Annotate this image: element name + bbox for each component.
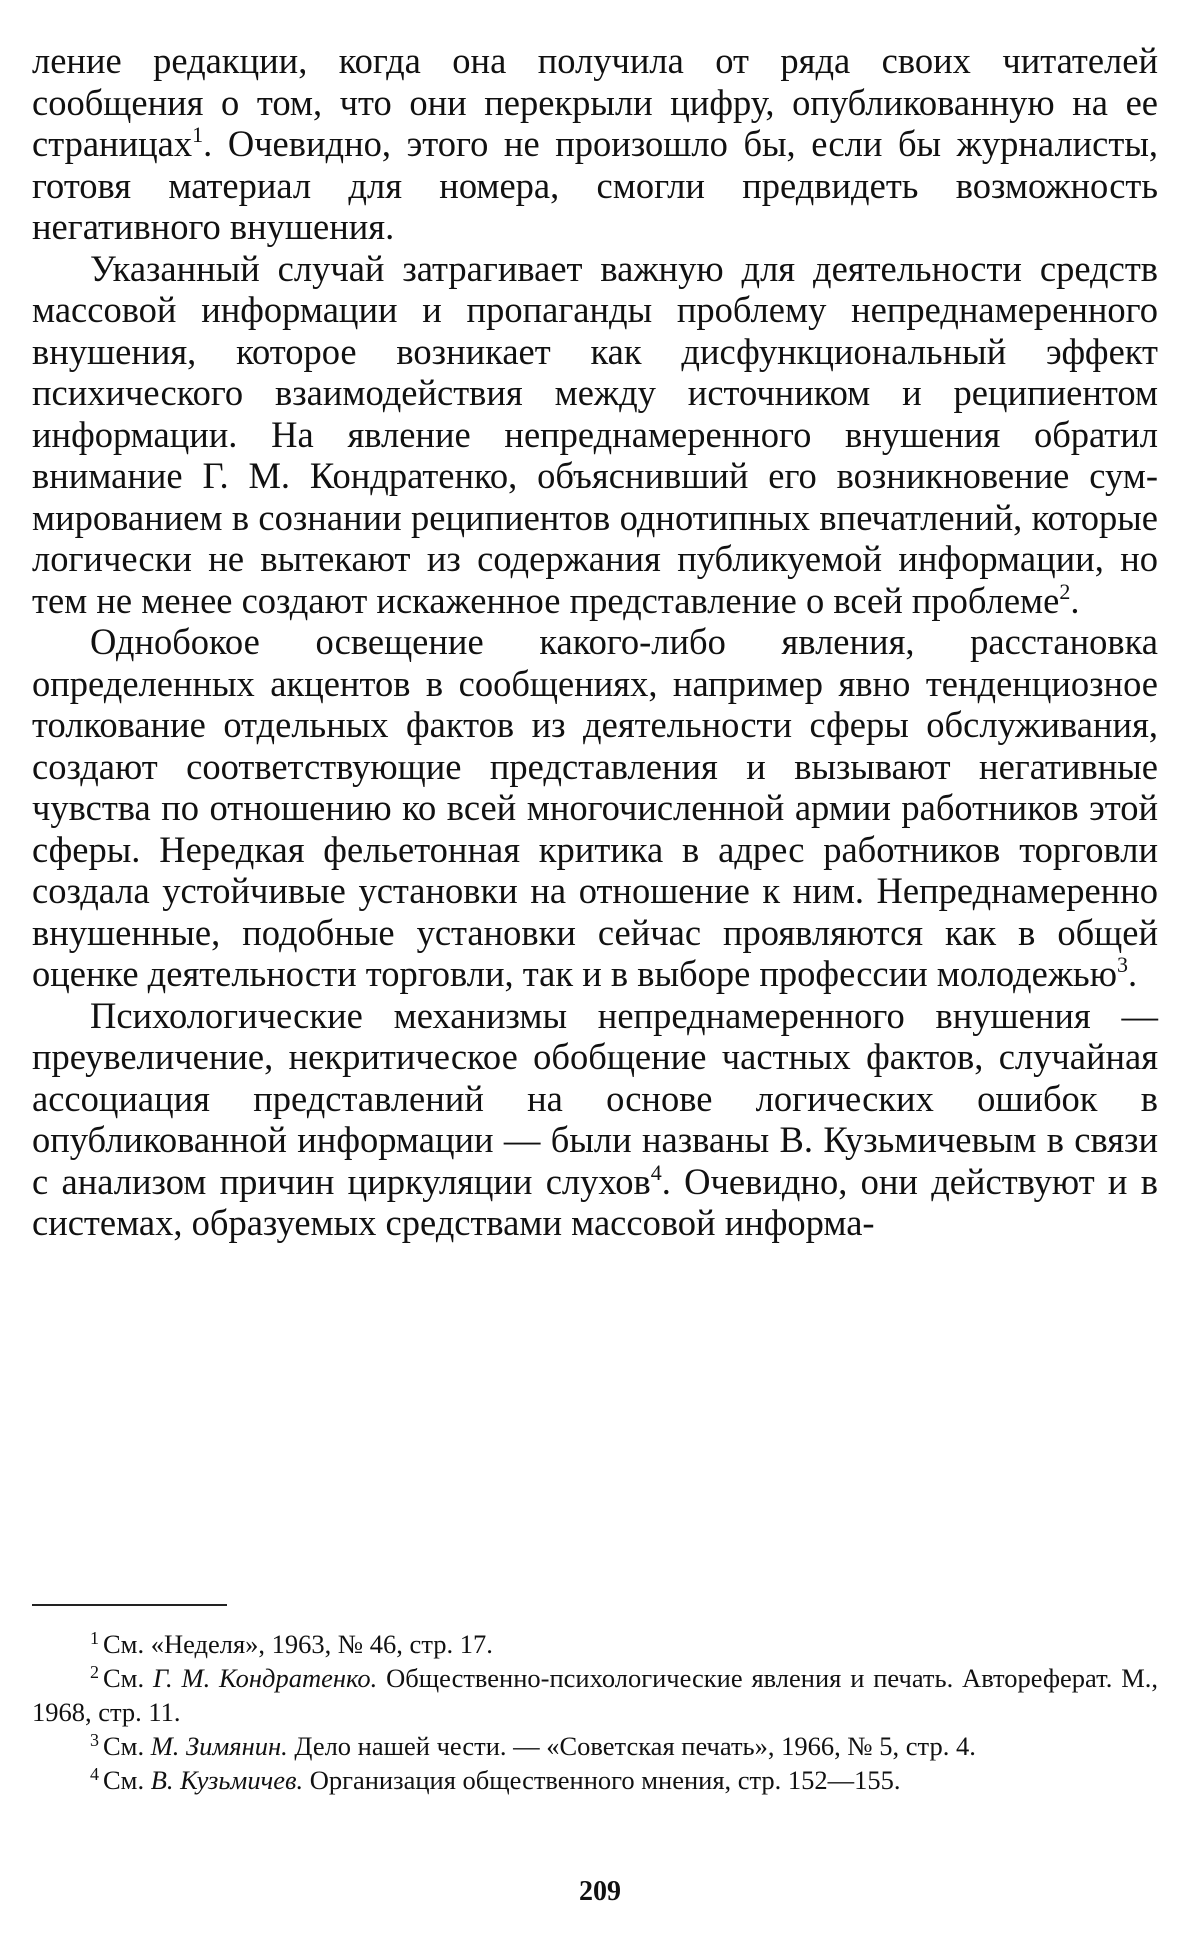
paragraph-3 xyxy=(32,621,1158,995)
paragraph-2-text: Указанный случай затрагивает важную для деятельности средств массовой информации и пропаганды проблему непреднамеренного внушения, которое возникает как дисфункциональный эффект психического взаимодействия между источником и реципиентом информации. На явление непреднамеренного внушения обратил внимание Г. М. Кондратенко, объяснивший его возникновение суммированием в сознании реципиентов однотипных впечатлений, которые логически не вытекают из содержания публикуемой информации, но тем не менее создают искаженное представление о всей проблеме xyxy=(32,247,1158,621)
footnote-2-author: Г. М. Кондратенко. xyxy=(152,1663,378,1693)
footnote-ref-1: 1 xyxy=(192,122,204,147)
footnote-3-mark: 3 xyxy=(90,1730,99,1750)
footnote-4-text: Организация общественного мнения, стр. 152—155. xyxy=(309,1765,901,1795)
footnote-divider xyxy=(32,1604,227,1606)
paragraph-4 xyxy=(32,995,1158,1244)
footnote-ref-4: 4 xyxy=(650,1159,662,1185)
footnote-3 xyxy=(32,1729,1158,1763)
footnote-ref-3: 3 xyxy=(1116,952,1128,977)
footnote-ref-2: 2 xyxy=(1059,578,1071,604)
paragraph-4-tail: . Очевидно, они действуют и в системах, образуемых средствами массовой информа- xyxy=(32,1160,1158,1243)
paragraph-1 xyxy=(32,40,1158,248)
paragraph-4-text: Психологические механизмы непреднамеренного внушения — преувеличение, некритическое обобщение частных фактов, случайная ассоциация представлений на основе логических ошибок в опубликованной информации — были названы В. Кузьмичевым в связи с анализом причин циркуляции слухов xyxy=(32,994,1158,1202)
footnote-2-mark: 2 xyxy=(90,1662,99,1682)
paragraph-3-text: Однобокое освещение какого-либо явления, расстановка определенных акцентов в сообщениях, например явно тенденциозное толкование отдельных фактов из деятельности сферы обслуживания, создают соответствующие представления и вызывают негативные чувства по отношению ко всей многочисленной армии работников этой сферы. Нередкая фельетонная критика в адрес работников торговли создала устойчивые установки на отношение к ним. Непреднамеренно внушенные, подобные установки сейчас проявляются как в общей оценке деятельности торговли, так и в выборе профессии молодежью xyxy=(32,621,1158,994)
footnote-1-text: См. «Неделя», 1963, № 46, стр. 17. xyxy=(103,1629,493,1659)
footnote-4 xyxy=(32,1763,1158,1797)
footnote-2-prefix: См. xyxy=(103,1663,145,1693)
paragraph-2 xyxy=(32,248,1158,622)
paragraph-1-tail: . Очевидно, этого не произошло бы, если бы журналисты, готовя материал для номера, смогли предвидеть возможность негативного внушения. xyxy=(32,123,1158,247)
footnotes xyxy=(32,1627,1158,1797)
footnote-3-text: Дело нашей чести. — «Советская печать», 1966, № 5, стр. 4. xyxy=(294,1731,976,1761)
body-text xyxy=(32,40,1158,1244)
footnote-4-prefix: См. xyxy=(103,1765,145,1795)
footnote-1-mark: 1 xyxy=(90,1628,99,1648)
paragraph-1-text: ление редакции, когда она получила от ряда своих читателей сообщения о том, что они перекрыли цифру, опубликованную на ее страницах xyxy=(32,40,1158,164)
footnote-1 xyxy=(32,1627,1158,1661)
page-number: 209 xyxy=(579,1876,621,1907)
footnote-2 xyxy=(32,1661,1158,1729)
footnote-3-prefix: См. xyxy=(103,1731,145,1761)
footnote-4-author: В. Кузьмичев. xyxy=(150,1765,304,1795)
footnote-2-text: Общественно-психологические явления и печать. Автореферат. М., 1968, стр. 11. xyxy=(32,1663,1159,1727)
paragraph-2-tail: . xyxy=(1070,579,1080,621)
footnote-3-author: М. Зимянин. xyxy=(150,1731,288,1761)
footnote-4-mark: 4 xyxy=(90,1764,99,1784)
paragraph-3-tail: . xyxy=(1127,953,1138,994)
